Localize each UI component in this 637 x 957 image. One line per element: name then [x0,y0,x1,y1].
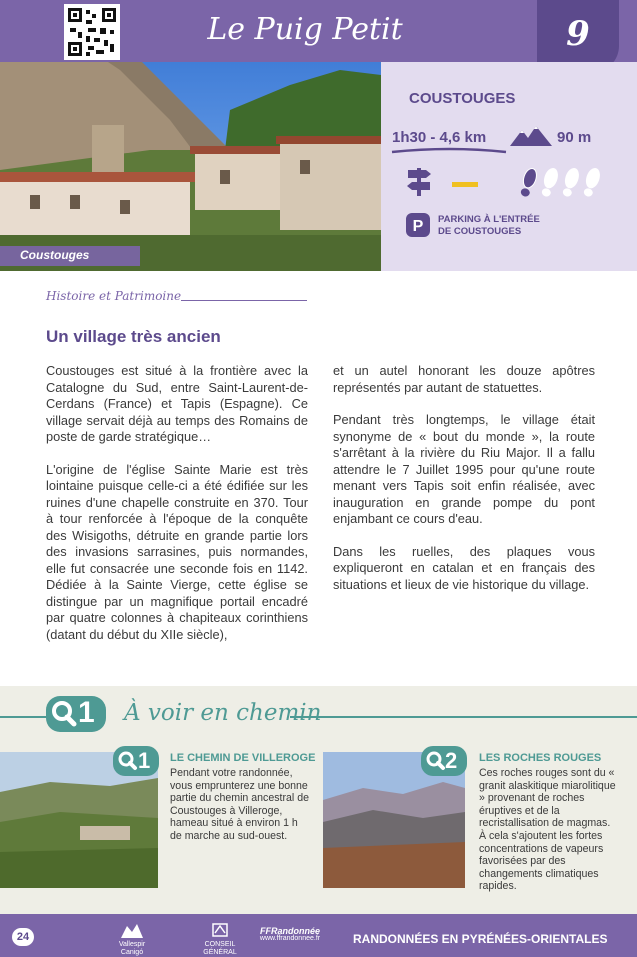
parking-line-2: DE COUSTOUGES [438,226,522,237]
photo-caption: Coustouges [20,248,90,262]
section-rule [181,300,307,301]
vallespir-logo [112,922,152,957]
parking-icon [406,213,430,242]
parking-line-1: PARKING À L'ENTRÉE [438,214,540,225]
item-description: Pendant votre randonnée, vous emprunterez une bonne partie du chemin ancestral de Coustouges à Villeroge, hameau situé à environ 1 h de marche au sud-ouest. [170,767,309,842]
difficulty-footprints [519,164,603,203]
paragraph: Coustouges est situé à la frontière avec la Catalogne du Sud, entre Saint-Laurent-de-Cerdans (France) et Tapis (Espagne). Ce village servait déjà au temps des Romains de poste de garde stratégique… [46,363,308,444]
section-rule [290,716,637,718]
page-number: 24 [12,928,34,946]
ffrandonnee-logo-text: FFRandonnée [260,926,320,936]
svg-text:P: P [412,218,424,235]
item-badge-number: 1 [138,748,151,773]
ffrandonnee-logo [255,927,325,943]
mountain-icon [510,126,552,151]
footprint-icon [519,167,539,198]
item-title: LE CHEMIN DE VILLEROGE [170,752,316,764]
swoosh-underline [390,146,508,156]
item-badge-number: 2 [445,748,458,773]
item-description: Ces roches rouges sont du « granit alaskitique miarolitique » provenant de roches éruptives et de la recristallisation de magmas. À cela s'ajoutent les fortes concentrations de vapeurs favorisées par des changements climatiques rapides. [479,767,616,893]
start-town: COUSTOUGES [409,90,516,107]
points-of-interest-title: À voir en chemin [124,700,322,726]
article-column-2 [333,363,595,609]
conseil-general-logo [200,922,240,957]
item-title: LES ROCHES ROUGES [479,752,602,764]
magnifier-badge-icon [113,746,159,781]
footprint-icon [581,167,601,198]
paragraph: Dans les ruelles, des plaques vous expliqueront en catalan et en français des situations et lieux de vie historique du village. [333,543,595,592]
magnifier-badge-icon [46,694,106,734]
magnifier-badge-icon [421,746,467,781]
article-title: Un village très ancien [46,327,221,346]
section-rule [0,716,46,718]
parking-info [438,214,568,238]
section-badge-number: 1 [78,696,95,729]
route-number: 9 [566,14,590,54]
footprint-icon [539,167,559,198]
paragraph: et un autel honorant les douze apôtres représentés par autant de statuettes. [333,363,595,395]
signpost-icon [406,166,432,201]
elevation-gain: 90 m [557,129,592,146]
article-column-1 [46,363,308,659]
footer-series-title: RANDONNÉES EN PYRÉNÉES-ORIENTALES [353,932,608,946]
paragraph: L'origine de l'église Sainte Marie est très lointaine puisque celle-ci a été édifiée sur les ruines d'une chapelle construite en 370. Tour à tour renforcée à l'époque de la conquête des Wisigoths, détruite en grande partie lors des invasions sarrasines, puis normandes, elle fut consacrée une seconde fois en 1142. Dédiée à la Sainte Vierge, cette église se distingue par un magnifique portail encadré par quatre colonnes à chapiteaux corinthiens (datant du début du XIIe siècle), [46,461,308,642]
ffrandonnee-url: www.ffrandonnee.fr [259,935,321,942]
qr-code[interactable] [64,4,120,60]
conseil-general-logo-text: CONSEIL GÉNÉRAL [203,941,237,956]
vallespir-logo-text: Vallespir Canigó [118,941,146,956]
page-title: Le Puig Petit [207,12,403,47]
section-label: Histoire et Patrimoine [46,289,182,303]
footprint-icon [560,167,580,198]
duration-distance: 1h30 - 4,6 km [392,129,487,146]
trail-marking-yellow [452,182,478,187]
paragraph: Pendant très longtemps, le village était synonyme de « bout du monde », la route s'arrêtant à la rivière du Riu Major. Il a fallu attendre le 7 Juillet 1995 pour qu'une route menant vers Tapis soit enfin réalisée, avec inauguration en grande pompe du pont enjambant ce cours d'eau. [333,412,595,526]
